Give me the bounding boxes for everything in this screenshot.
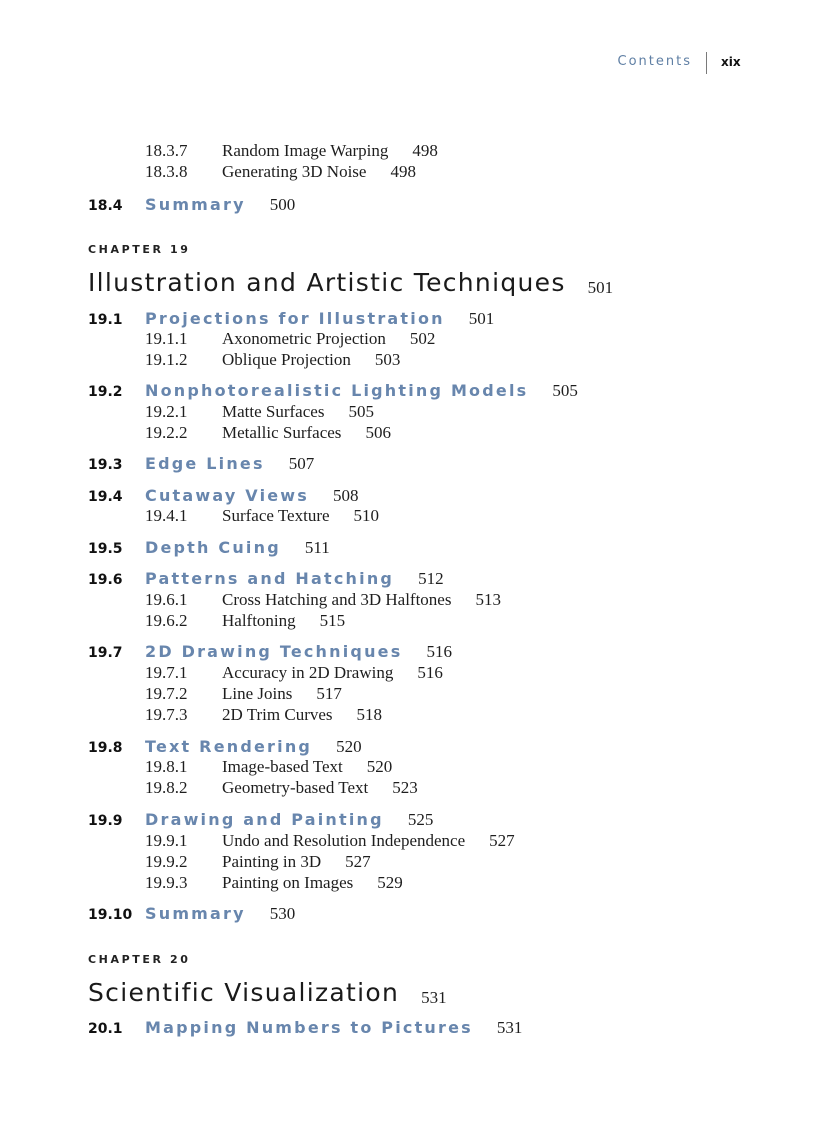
subsection-number: 19.1.1	[145, 329, 188, 348]
subsection-number: 19.1.2	[145, 350, 188, 369]
section-title-text: Nonphotorealistic Lighting Models	[145, 381, 529, 400]
subsection-title	[222, 852, 371, 872]
section-title	[145, 904, 295, 924]
section-title-text: Text Rendering	[145, 737, 313, 756]
subsection-title	[222, 778, 418, 798]
page-number: 502	[409, 329, 436, 348]
page-number: 505	[552, 381, 578, 400]
subsection-number: 19.4.1	[145, 506, 188, 525]
section-title-text: Depth Cuing	[145, 538, 281, 557]
subsection-title-text: Surface Texture	[222, 506, 330, 525]
section-number: 19.4	[88, 489, 123, 505]
page-number: 505	[348, 402, 374, 421]
subsection-title-text: Line Joins	[222, 684, 293, 703]
subsection-title	[222, 402, 374, 422]
chapter-title	[88, 978, 447, 1008]
section-number: 19.10	[88, 907, 133, 923]
chapter-title-text: Illustration and Artistic Techniques	[88, 268, 566, 297]
subsection-number: 19.6.2	[145, 611, 188, 630]
section-number: 19.6	[88, 572, 123, 588]
subsection-title-text: Painting in 3D	[222, 852, 322, 871]
page-number: 506	[365, 423, 391, 442]
subsection-title-text: Metallic Surfaces	[222, 423, 342, 442]
section-number: 19.2	[88, 384, 123, 400]
section-title-text: Drawing and Painting	[145, 810, 384, 829]
subsection-title-text: Accuracy in 2D Drawing	[222, 663, 394, 682]
section-number: 19.9	[88, 813, 123, 829]
page-number: 525	[407, 810, 434, 829]
section-title	[145, 486, 359, 506]
section-title	[145, 1018, 522, 1038]
section-title-text: Projections for Illustration	[145, 309, 445, 328]
subsection-title	[222, 423, 391, 443]
subsection-number: 18.3.8	[145, 162, 188, 181]
subsection-title-text: Cross Hatching and 3D Halftones	[222, 590, 452, 609]
subsection-number: 19.7.3	[145, 705, 188, 724]
section-title	[145, 381, 578, 401]
subsection-number: 19.8.2	[145, 778, 188, 797]
section-title-text: 2D Drawing Techniques	[145, 642, 403, 661]
header-section-label: Contents	[617, 54, 692, 69]
section-number: 19.7	[88, 645, 123, 661]
section-title-text: Summary	[145, 904, 246, 923]
section-title-text: Patterns and Hatching	[145, 569, 395, 588]
subsection-number: 19.8.1	[145, 757, 188, 776]
subsection-title-text: Oblique Projection	[222, 350, 351, 369]
chapter-title-text: Scientific Visualization	[88, 978, 400, 1007]
page-number: 529	[377, 873, 403, 892]
page-number: 530	[269, 904, 296, 923]
chapter-label: CHAPTER 19	[88, 243, 191, 256]
subsection-title	[222, 141, 438, 161]
page-number: 518	[356, 705, 383, 724]
subsection-title	[222, 873, 403, 893]
section-title	[145, 195, 295, 215]
subsection-title	[222, 757, 392, 777]
subsection-title	[222, 506, 379, 526]
section-number: 18.4	[88, 198, 123, 214]
page-number: 517	[316, 684, 342, 703]
subsection-title	[222, 663, 443, 683]
section-number: 19.5	[88, 541, 123, 557]
section-title	[145, 309, 494, 329]
subsection-title	[222, 831, 515, 851]
section-title-text: Edge Lines	[145, 454, 265, 473]
subsection-number: 18.3.7	[145, 141, 188, 160]
page-number: 512	[418, 569, 444, 588]
running-header	[0, 52, 816, 76]
section-title-text: Mapping Numbers to Pictures	[145, 1018, 473, 1037]
page-number: 503	[374, 350, 401, 369]
subsection-title-text: Random Image Warping	[222, 141, 389, 160]
section-title	[145, 737, 362, 757]
subsection-title	[222, 684, 342, 704]
page-number: 523	[392, 778, 418, 797]
subsection-number: 19.9.3	[145, 873, 188, 892]
page-number: 527	[489, 831, 515, 850]
subsection-number: 19.7.1	[145, 663, 188, 682]
subsection-title	[222, 705, 382, 725]
chapter-title	[88, 268, 613, 298]
section-number: 19.1	[88, 312, 123, 328]
subsection-number: 19.9.1	[145, 831, 188, 850]
subsection-title-text: Axonometric Projection	[222, 329, 386, 348]
header-divider	[706, 52, 707, 74]
section-title-text: Summary	[145, 195, 246, 214]
page-number: 515	[319, 611, 346, 630]
page-number: 531	[496, 1018, 523, 1037]
subsection-title-text: Undo and Resolution Independence	[222, 831, 466, 850]
page-number: 527	[345, 852, 371, 871]
page-number: 500	[269, 195, 296, 214]
subsection-title-text: Generating 3D Noise	[222, 162, 367, 181]
subsection-title-text: Painting on Images	[222, 873, 354, 892]
subsection-number: 19.2.2	[145, 423, 188, 442]
subsection-number: 19.7.2	[145, 684, 188, 703]
page-number: 531	[421, 988, 447, 1007]
section-title	[145, 642, 452, 662]
page-number: 516	[417, 663, 443, 682]
chapter-label: CHAPTER 20	[88, 953, 191, 966]
page-number: 516	[426, 642, 452, 661]
page-number: 511	[304, 538, 330, 557]
subsection-number: 19.2.1	[145, 402, 188, 421]
section-title	[145, 454, 314, 474]
page-number: 520	[366, 757, 393, 776]
page-number: 501	[468, 309, 495, 328]
subsection-title-text: Geometry-based Text	[222, 778, 369, 797]
page-number: 513	[475, 590, 501, 609]
subsection-title	[222, 162, 416, 182]
header-page-number: xix	[721, 55, 741, 69]
subsection-title-text: 2D Trim Curves	[222, 705, 333, 724]
subsection-number: 19.6.1	[145, 590, 188, 609]
subsection-title-text: Image-based Text	[222, 757, 343, 776]
page-number: 498	[412, 141, 438, 160]
section-title	[145, 569, 444, 589]
subsection-title	[222, 350, 400, 370]
page-number: 510	[353, 506, 380, 525]
section-number: 19.8	[88, 740, 123, 756]
page-number: 501	[587, 278, 614, 297]
section-title	[145, 810, 433, 830]
section-title-text: Cutaway Views	[145, 486, 310, 505]
section-number: 20.1	[88, 1021, 123, 1037]
subsection-title	[222, 590, 501, 610]
page-number: 498	[390, 162, 416, 181]
page-number: 508	[333, 486, 359, 505]
section-title	[145, 538, 330, 558]
page-number: 507	[288, 454, 315, 473]
subsection-number: 19.9.2	[145, 852, 188, 871]
subsection-title	[222, 611, 345, 631]
page-number: 520	[336, 737, 362, 756]
subsection-title-text: Matte Surfaces	[222, 402, 325, 421]
subsection-title	[222, 329, 435, 349]
subsection-title-text: Halftoning	[222, 611, 296, 630]
section-number: 19.3	[88, 457, 123, 473]
